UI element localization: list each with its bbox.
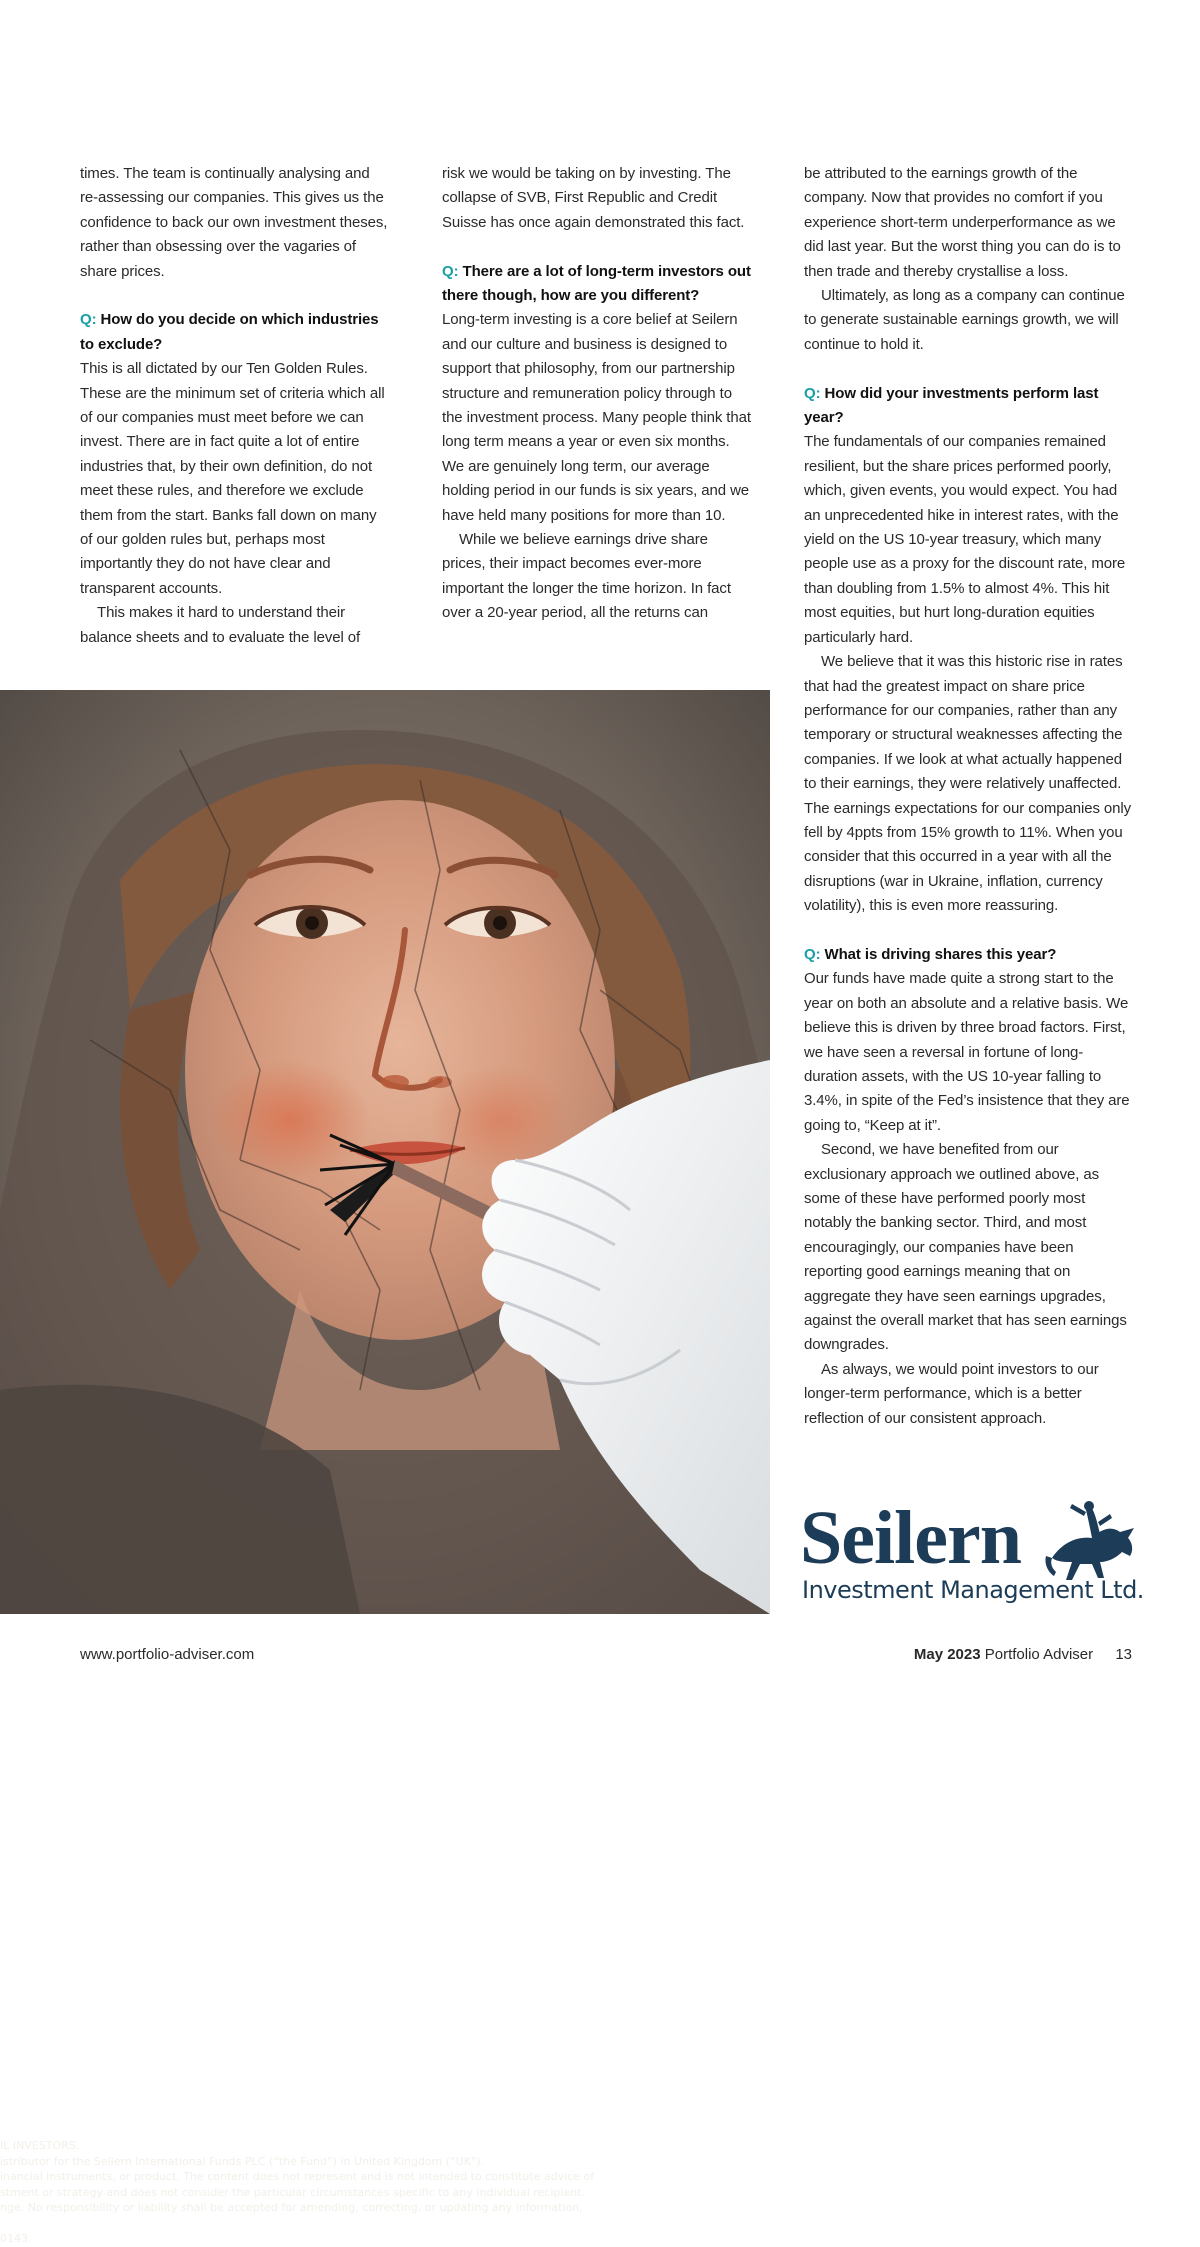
paragraph: Our funds have made quite a strong start to the year on both an absolute and a relative basis. We believe this is driven by three broad factors. First, we have seen a reversal in fortune of long-duration assets, with the US 10-year falling to 3.4%, in spite of the Fed’s insistence that they are going to, “Keep at it”. bbox=[804, 970, 1130, 1134]
disclaimer-line: IL INVESTORS. bbox=[0, 2139, 80, 2152]
question-marker: Q: bbox=[804, 945, 821, 963]
article-column-1 bbox=[80, 162, 390, 650]
disclaimer-line bbox=[0, 2216, 640, 2232]
paragraph: times. The team is continually analysing and re-assessing our companies. This gives us the confidence to back our own investment theses, rather than obsessing over the vagaries of share prices. bbox=[80, 165, 388, 280]
paragraph: Ultimately, as long as a company can continue to generate sustainable earnings growth, we will continue to hold it. bbox=[804, 287, 1125, 353]
paragraph: Long-term investing is a core belief at Seilern and our culture and business is designed to support that philosophy, from our partnership structure and remuneration policy through to the investment process. Many people think that long term means a year or even six months. We are genuinely long term, our average holding period in our funds is six years, and we have held many positions for more than 10. bbox=[442, 311, 751, 524]
page-number: 13 bbox=[1115, 1646, 1132, 1663]
paragraph: Second, we have benefited from our exclusionary approach we outlined above, as some of these have performed poorly most notably the banking sector. Third, and most encouragingly, our companies have been reporting good earnings meaning that on aggregate they have seen earnings upgrades, against the overall market that has seen earnings downgrades. bbox=[804, 1141, 1127, 1354]
website-link[interactable]: www.portfolio-adviser.com bbox=[80, 1646, 255, 1663]
logo-wordmark: Seilern bbox=[800, 1496, 1021, 1580]
disclaimer-line: 0143. bbox=[0, 2232, 32, 2245]
question-text: How did your investments perform last year? bbox=[804, 384, 1099, 427]
paragraph: be attributed to the earnings growth of the company. Now that provides no comfort if you experience short-term underperformance as we did last year. But the worst thing you can do is to then trade and thereby crystallise a loss. bbox=[804, 165, 1121, 280]
question-text: There are a lot of long-term investors out there though, how are you different? bbox=[442, 262, 751, 305]
paragraph: While we believe earnings drive share prices, their impact becomes ever-more important the longer the time horizon. In fact over a 20-year period, all the returns can bbox=[442, 531, 731, 622]
paragraph: This makes it hard to understand their balance sheets and to evaluate the level of bbox=[80, 604, 361, 646]
question-marker: Q: bbox=[804, 384, 821, 402]
horse-rider-icon bbox=[1042, 1498, 1140, 1584]
article-column-3 bbox=[804, 162, 1134, 1431]
question-heading bbox=[80, 308, 390, 357]
paragraph: As always, we would point investors to our longer-term performance, which is a better reflection of our consistent approach. bbox=[804, 1360, 1099, 1427]
legal-disclaimer bbox=[0, 2138, 640, 2247]
question-marker: Q: bbox=[80, 311, 97, 329]
disclaimer-line: nge. No responsibility or liability shall be accepted for amending, correcting, or updating any information, bbox=[0, 2201, 583, 2214]
disclaimer-line: stment or strategy and does not consider the particular circumstances specific to any individual recipient. bbox=[0, 2185, 586, 2199]
question-marker: Q: bbox=[442, 262, 459, 280]
article-column-2 bbox=[442, 162, 752, 626]
paragraph: This is all dictated by our Ten Golden Rules. These are the minimum set of criteria which all of our companies must meet before we can invest. There are in fact quite a lot of entire industries that, by their own definition, do not meet these rules, and therefore we exclude them from the start. Banks fall down on many of our golden rules but, perhaps most importantly they do not have clear and transparent accounts. bbox=[80, 360, 385, 597]
page-footer bbox=[914, 1646, 1132, 1663]
fresco-illustration bbox=[0, 690, 770, 1614]
seilern-logo bbox=[800, 1496, 1144, 1608]
disclaimer-line: istributor for the Seilern International Funds PLC (“the Fund”) in United Kingdom (“UK”). bbox=[0, 2154, 485, 2168]
logo-tagline: Investment Management Ltd. bbox=[802, 1576, 1144, 1604]
question-heading bbox=[804, 943, 1134, 967]
paragraph: risk we would be taking on by investing. The collapse of SVB, First Republic and Credit Suisse has once again demonstrated this fact. bbox=[442, 165, 745, 231]
publication-name: Portfolio Adviser bbox=[984, 1646, 1094, 1663]
question-text: What is driving shares this year? bbox=[824, 945, 1057, 963]
disclaimer-line: inancial instruments, or product. The content does not represent and is not intended to constitute advice of bbox=[0, 2170, 595, 2183]
issue-date: May 2023 bbox=[913, 1646, 981, 1663]
paragraph: We believe that it was this historic rise in rates that had the greatest impact on share price performance for our companies, rather than any temporary or structural weaknesses affecting the companies. If we look at what actually happened to their earnings, they were relatively unaffected. The earnings expectations for our companies only fell by 4ppts from 15% growth to 11%. When you consider that this occurred in a year with all the disruptions (war in Ukraine, inflation, currency volatility), this is even more reassuring. bbox=[804, 653, 1132, 915]
question-heading bbox=[442, 260, 752, 309]
question-text: How do you decide on which industries to exclude? bbox=[80, 311, 379, 353]
paragraph: The fundamentals of our companies remained resilient, but the share prices performed poorly, which, given events, you would expect. You had an unprecedented hike in interest rates, with the yield on the US 10-year treasury, which many people use as a proxy for the discount rate, more than doubling from 1.5% to almost 4%. This hit most equities, but hurt long-duration equities particularly hard. bbox=[804, 433, 1126, 646]
question-heading bbox=[804, 382, 1134, 431]
